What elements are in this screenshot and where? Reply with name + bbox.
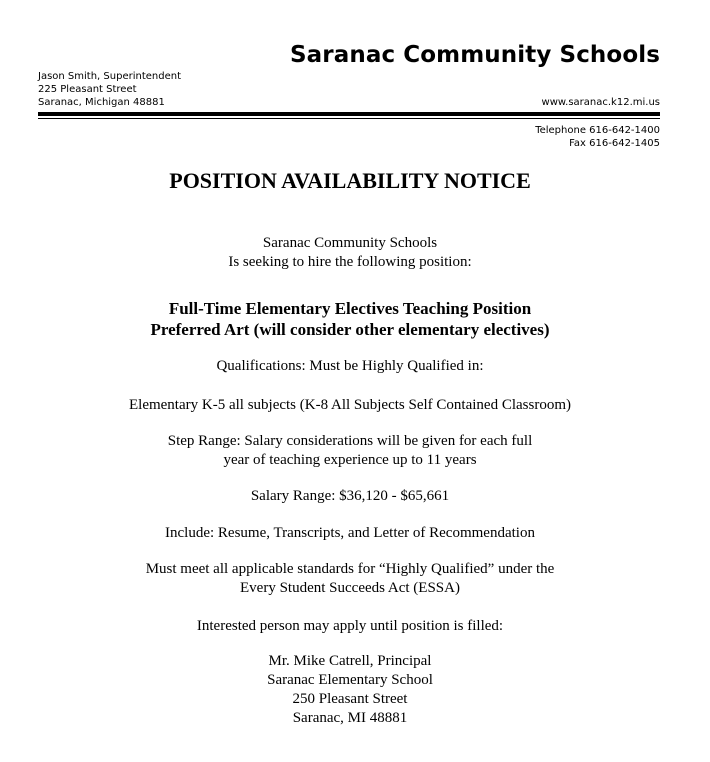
- contact-line: 250 Pleasant Street: [292, 691, 408, 707]
- step-range-line: year of teaching experience up to 11 years: [223, 452, 477, 468]
- superintendent-address: [38, 70, 181, 109]
- position-line: Full-Time Elementary Electives Teaching Position: [168, 299, 532, 318]
- subjects-text: [0, 396, 700, 415]
- salary-range-text: [0, 487, 700, 506]
- position-line: Preferred Art (will consider other elementary electives): [150, 320, 550, 339]
- address-line: Saranac, Michigan 48881: [38, 97, 165, 108]
- header-rule-thick: [38, 112, 660, 116]
- contact-line: Saranac Elementary School: [267, 672, 433, 688]
- telephone: Telephone 616-642-1400: [535, 125, 660, 136]
- include-line: Include: Resume, Transcripts, and Letter of Recommendation: [165, 525, 535, 541]
- fax: Fax 616-642-1405: [569, 138, 660, 149]
- intro-line: Is seeking to hire the following position:: [228, 254, 472, 270]
- include-text: [0, 524, 700, 543]
- organization-name: Saranac Community Schools: [290, 42, 660, 68]
- intro-block: [0, 234, 700, 272]
- header-rule-thin: [38, 118, 660, 119]
- step-range-block: [0, 432, 700, 470]
- salary-range-line: Salary Range: $36,120 - $65,661: [250, 488, 450, 504]
- contact-address-block: [0, 652, 700, 728]
- address-line: Jason Smith, Superintendent: [38, 71, 181, 82]
- website-link[interactable]: www.saranac.k12.mi.us: [541, 97, 660, 108]
- apply-line: Interested person may apply until position is filled:: [196, 618, 504, 634]
- qualifications-text: [0, 357, 700, 376]
- address-line: 225 Pleasant Street: [38, 84, 137, 95]
- standards-line: Every Student Succeeds Act (ESSA): [240, 580, 460, 596]
- standards-line: Must meet all applicable standards for “Highly Qualified” under the: [145, 561, 555, 577]
- position-title-block: [0, 298, 700, 340]
- phone-fax-block: [535, 124, 660, 150]
- contact-line: Mr. Mike Catrell, Principal: [268, 653, 432, 669]
- standards-block: [0, 560, 700, 598]
- notice-title: POSITION AVAILABILITY NOTICE: [169, 168, 531, 193]
- apply-text: [0, 617, 700, 636]
- qualifications-line: Qualifications: Must be Highly Qualified in:: [216, 358, 484, 374]
- contact-line: Saranac, MI 48881: [292, 710, 408, 726]
- subjects-line: Elementary K-5 all subjects (K-8 All Subjects Self Contained Classroom): [128, 397, 571, 413]
- step-range-line: Step Range: Salary considerations will be given for each full: [167, 433, 533, 449]
- intro-line: Saranac Community Schools: [262, 235, 438, 251]
